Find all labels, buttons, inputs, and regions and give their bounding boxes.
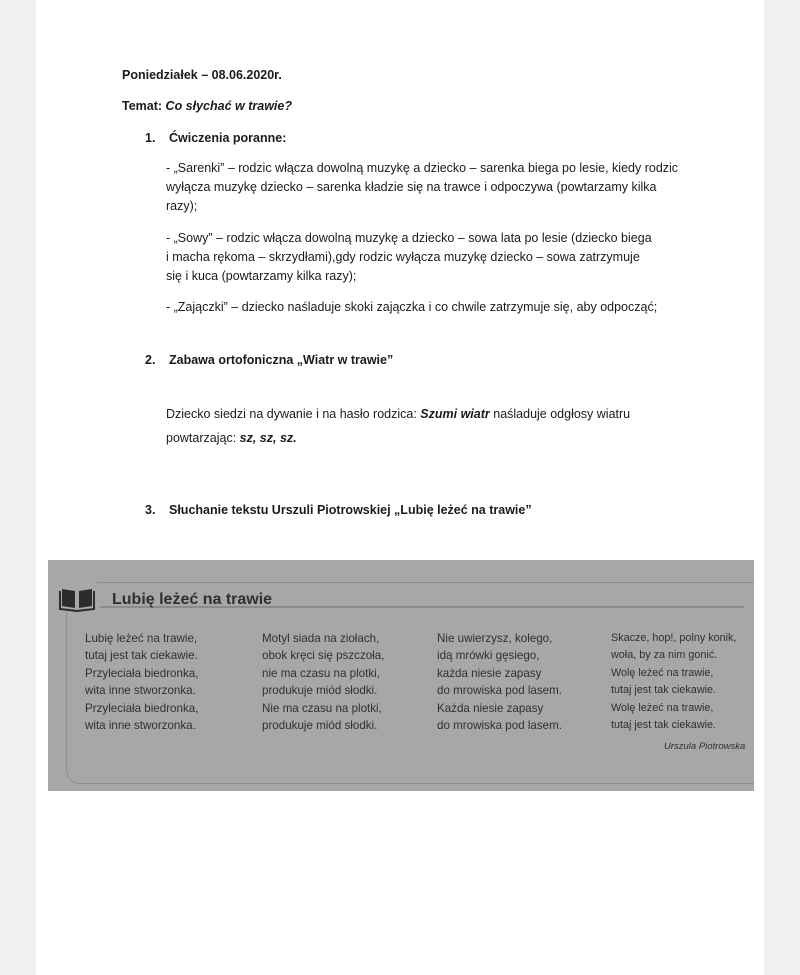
exercise-sarenki	[166, 159, 678, 216]
poem-line: Przyleciała biedronka,	[85, 666, 199, 680]
poem-column-1	[85, 630, 198, 734]
poem-column-3	[437, 630, 562, 734]
document-page	[36, 0, 764, 975]
emphasis: sz, sz, sz.	[239, 431, 297, 445]
poem-line: nie ma czasu na plotki,	[262, 666, 380, 680]
text-line: - „Sowy” – rodzic włącza dowolną muzykę a dziecko – sowa lata po lesie (dziecko biega	[166, 231, 652, 245]
emphasis: Szumi wiatr	[420, 407, 490, 421]
poem-line: Nie ma czasu na plotki,	[262, 701, 382, 715]
poem-line: Wolę leżeć na trawie,	[611, 701, 714, 714]
poem-line: Lubię leżeć na trawie,	[85, 632, 198, 645]
poem-column-4	[611, 630, 736, 734]
poem-line: wita inne stworzonka.	[85, 719, 196, 733]
poem-line: produkuje miód słodki.	[262, 684, 378, 698]
section-number: 3.	[145, 503, 156, 517]
section-2-heading	[145, 353, 393, 367]
text-span: powtarzając:	[166, 431, 240, 445]
poem-line: obok kręci się pszczoła,	[262, 649, 385, 663]
poem-line: Nie uwierzysz, kolego,	[437, 632, 553, 645]
poem-line: Skacze, hop!, polny konik,	[611, 632, 737, 644]
poem-line: Każda niesie zapasy	[437, 701, 544, 715]
topic-label: Temat:	[122, 99, 163, 113]
text-line: razy);	[166, 199, 198, 213]
topic-value: Co słychać w trawie?	[165, 99, 292, 113]
poem-line: Przyleciała biedronka,	[85, 701, 199, 715]
date-heading: Poniedziałek – 08.06.2020r.	[122, 68, 282, 82]
text-line: - „Sarenki” – rodzic włącza dowolną muzykę a dziecko – sarenka biega po lesie, kiedy rodzic	[166, 161, 679, 175]
section-title: Ćwiczenia poranne:	[169, 131, 287, 145]
text-span: Dziecko siedzi na dywanie i na hasło rodzica:	[166, 407, 421, 421]
poem-line: idą mrówki gęsiego,	[437, 649, 540, 663]
section-1-heading	[145, 131, 286, 145]
poem-line: każda niesie zapasy	[437, 666, 542, 680]
book-icon	[54, 582, 100, 612]
poem-line: Wolę leżeć na trawie,	[611, 666, 714, 679]
game-instruction-line-1	[166, 405, 630, 424]
poem-line: wita inne stworzonka.	[85, 684, 196, 698]
poem-line: tutaj jest tak ciekawie.	[611, 719, 717, 732]
exercise-sowy	[166, 229, 652, 286]
topic-heading	[122, 99, 292, 113]
section-title: Słuchanie tekstu Urszuli Piotrowskiej „Lubię leżeć na trawie”	[169, 503, 532, 517]
text-line: wyłącza muzykę dziecko – sarenka kładzie się na trawce i odpoczywa (powtarzamy kilka	[166, 180, 657, 194]
poem-line: tutaj jest tak ciekawie.	[85, 649, 198, 663]
exercise-zajaczki: - „Zajączki” – dziecko naśladuje skoki zajączka i co chwile zatrzymuje się, aby odpocząć;	[166, 300, 658, 314]
section-number: 1.	[145, 131, 156, 145]
section-3-heading	[145, 503, 532, 517]
section-number: 2.	[145, 353, 156, 367]
poem-line: do mrowiska pod lasem.	[437, 684, 563, 698]
poem-column-2	[262, 630, 384, 734]
poem-line: woła, by za nim gonić.	[611, 649, 718, 662]
poem-line: Motyl siada na ziołach,	[262, 632, 380, 645]
poem-line: do mrowiska pod lasem.	[437, 719, 563, 733]
poem-author: Urszula Piotrowska	[664, 741, 746, 752]
poem-title: Lubię leżeć na trawie	[112, 591, 273, 608]
book-scan	[48, 560, 754, 791]
poem-line: tutaj jest tak ciekawie.	[611, 684, 717, 697]
text-span: naśladuje odgłosy wiatru	[489, 407, 631, 421]
game-instruction-line-2	[166, 429, 297, 448]
section-title: Zabawa ortofoniczna „Wiatr w trawie”	[169, 353, 394, 367]
text-line: i macha rękoma – skrzydłami),gdy rodzic wyłącza muzykę dziecko – sowa zatrzymuje	[166, 250, 640, 264]
poem-line: produkuje miód słodki.	[262, 719, 378, 733]
text-line: się i kuca (powtarzamy kilka razy);	[166, 269, 357, 283]
